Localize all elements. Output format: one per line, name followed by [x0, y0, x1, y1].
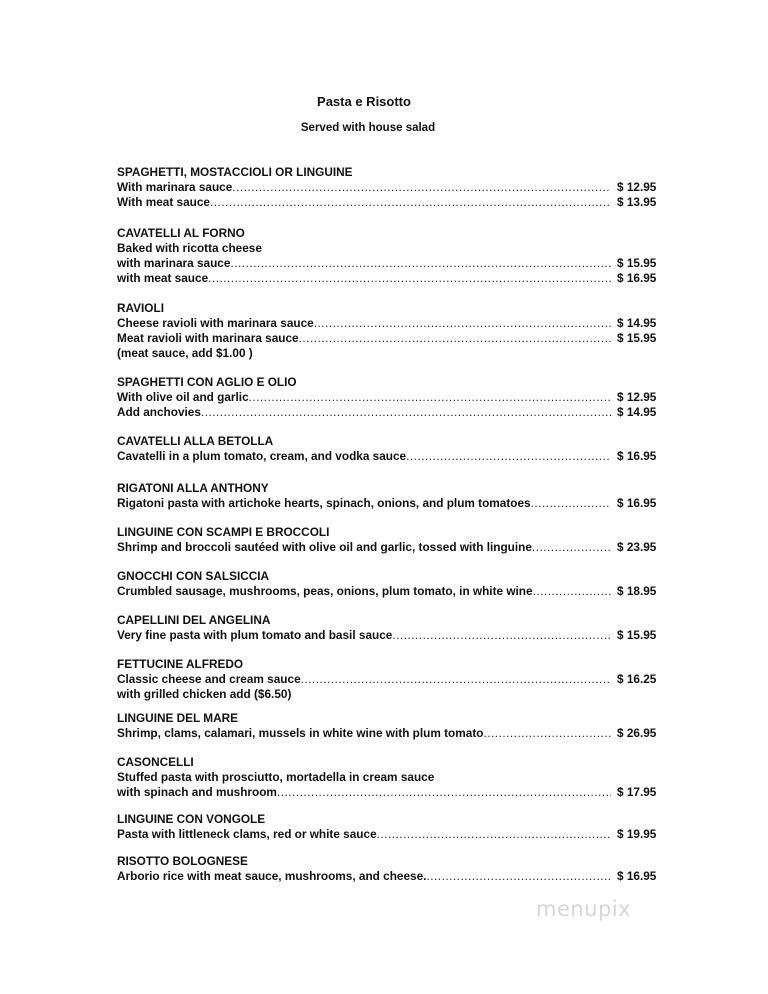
section-heading: CAVATELLI AL FORNO — [117, 226, 245, 240]
menu-item — [117, 449, 663, 464]
menu-item — [117, 785, 663, 800]
dot-leader — [533, 584, 611, 599]
dot-leader — [532, 540, 611, 555]
section-heading: GNOCCHI CON SALSICCIA — [117, 569, 270, 583]
section-footnote: (meat sauce, add $1.00 ) — [117, 346, 253, 360]
item-description: Rigatoni pasta with artichoke hearts, spinach, onions, and plum tomatoes — [117, 496, 531, 510]
item-price: $ 14.95 — [617, 405, 657, 419]
item-description: Arborio rice with meat sauce, mushrooms, and cheese. — [117, 869, 427, 883]
item-description: With meat sauce — [117, 195, 210, 209]
item-price: $ 14.95 — [617, 316, 657, 330]
item-price: $ 12.95 — [617, 180, 657, 194]
item-description: with meat sauce — [117, 271, 209, 285]
item-price: $ 16.25 — [617, 672, 657, 686]
item-description: Add anchovies — [117, 405, 201, 419]
item-price: $ 18.95 — [617, 584, 657, 598]
menu-item — [117, 316, 663, 331]
section-heading: CAVATELLI ALLA BETOLLA — [117, 434, 274, 448]
menu-item — [117, 827, 663, 842]
menu-section — [117, 613, 663, 643]
menu-item — [117, 540, 663, 555]
menu-section — [117, 569, 663, 599]
menu-item — [117, 390, 663, 405]
item-description: Cheese ravioli with marinara sauce — [117, 316, 314, 330]
menu-item — [117, 331, 663, 346]
section-note: Stuffed pasta with prosciutto, mortadella in cream sauce — [117, 770, 435, 784]
section-heading: FETTUCINE ALFREDO — [117, 657, 244, 671]
item-price: $ 16.95 — [617, 496, 657, 510]
item-description: Classic cheese and cream sauce — [117, 672, 301, 686]
item-description: Shrimp, clams, calamari, mussels in white wine with plum tomato — [117, 726, 484, 740]
section-heading: RIGATONI ALLA ANTHONY — [117, 481, 269, 495]
item-description: Shrimp and broccoli sautéed with olive oil and garlic, tossed with linguine — [117, 540, 532, 554]
menu-item — [117, 726, 663, 741]
menu-item — [117, 195, 663, 210]
item-price: $ 13.95 — [617, 195, 657, 209]
section-heading: CASONCELLI — [117, 755, 194, 769]
item-price: $ 15.95 — [617, 256, 657, 270]
menu-item — [117, 271, 663, 286]
section-heading: LINGUINE DEL MARE — [117, 711, 239, 725]
dot-leader — [232, 180, 611, 195]
dot-leader — [210, 195, 611, 210]
item-price: $ 12.95 — [617, 390, 657, 404]
menu-section — [117, 812, 663, 842]
menu-section — [117, 525, 663, 555]
dot-leader — [377, 827, 611, 842]
menu-item — [117, 869, 663, 884]
item-price: $ 23.95 — [617, 540, 657, 554]
item-description: with spinach and mushroom — [117, 785, 277, 799]
section-heading: LINGUINE CON VONGOLE — [117, 812, 266, 826]
dot-leader — [299, 331, 611, 346]
section-heading: SPAGHETTI CON AGLIO E OLIO — [117, 375, 297, 389]
item-description: Pasta with littleneck clams, red or white sauce — [117, 827, 377, 841]
menu-item — [117, 584, 663, 599]
item-price: $ 17.95 — [617, 785, 657, 799]
section-heading: LINGUINE CON SCAMPI E BROCCOLI — [117, 525, 330, 539]
menu-item — [117, 496, 663, 511]
menu-section — [117, 375, 663, 420]
item-description: Meat ravioli with marinara sauce — [117, 331, 299, 345]
item-price: $ 15.95 — [617, 628, 657, 642]
dot-leader — [208, 271, 611, 286]
dot-leader — [483, 726, 611, 741]
item-description: Crumbled sausage, mushrooms, peas, onions, plum tomato, in white wine — [117, 584, 533, 598]
menu-section — [117, 481, 663, 511]
menu-item — [117, 628, 663, 643]
item-price: $ 26.95 — [617, 726, 657, 740]
section-footnote: with grilled chicken add ($6.50) — [117, 687, 292, 701]
item-price: $ 19.95 — [617, 827, 657, 841]
section-note: Baked with ricotta cheese — [117, 241, 262, 255]
item-description: Very fine pasta with plum tomato and basil sauce — [117, 628, 393, 642]
page-subtitle: Served with house salad — [300, 122, 436, 134]
menu-section — [117, 226, 663, 286]
menu-item — [117, 672, 663, 687]
page-title: Pasta e Risotto — [317, 94, 411, 109]
menu-section — [117, 711, 663, 741]
menu-section — [117, 854, 663, 884]
item-price: $ 16.95 — [617, 449, 657, 463]
dot-leader — [392, 628, 611, 643]
dot-leader — [531, 496, 611, 511]
item-description: with marinara sauce — [117, 256, 231, 270]
section-heading: RISOTTO BOLOGNESE — [117, 854, 248, 868]
dot-leader — [277, 785, 611, 800]
menu-section — [117, 434, 663, 464]
dot-leader — [230, 256, 611, 271]
dot-leader — [426, 869, 611, 884]
menu-section — [117, 301, 663, 361]
item-price: $ 16.95 — [617, 869, 657, 883]
dot-leader — [249, 390, 611, 405]
section-heading: RAVIOLI — [117, 301, 164, 315]
menu-section — [117, 165, 663, 210]
menu-section — [117, 657, 663, 702]
menu-item — [117, 256, 663, 271]
item-price: $ 15.95 — [617, 331, 657, 345]
menu-item — [117, 405, 663, 420]
dot-leader — [314, 316, 611, 331]
dot-leader — [406, 449, 611, 464]
item-description: Cavatelli in a plum tomato, cream, and vodka sauce — [117, 449, 407, 463]
item-description: With olive oil and garlic — [117, 390, 249, 404]
menu-section — [117, 755, 663, 800]
dot-leader — [301, 672, 611, 687]
item-price: $ 16.95 — [617, 271, 657, 285]
watermark-logo: menupix — [536, 897, 632, 921]
dot-leader — [201, 405, 611, 420]
item-description: With marinara sauce — [117, 180, 233, 194]
section-heading: CAPELLINI DEL ANGELINA — [117, 613, 271, 627]
menu-item — [117, 180, 663, 195]
section-heading: SPAGHETTI, MOSTACCIOLI OR LINGUINE — [117, 165, 353, 179]
